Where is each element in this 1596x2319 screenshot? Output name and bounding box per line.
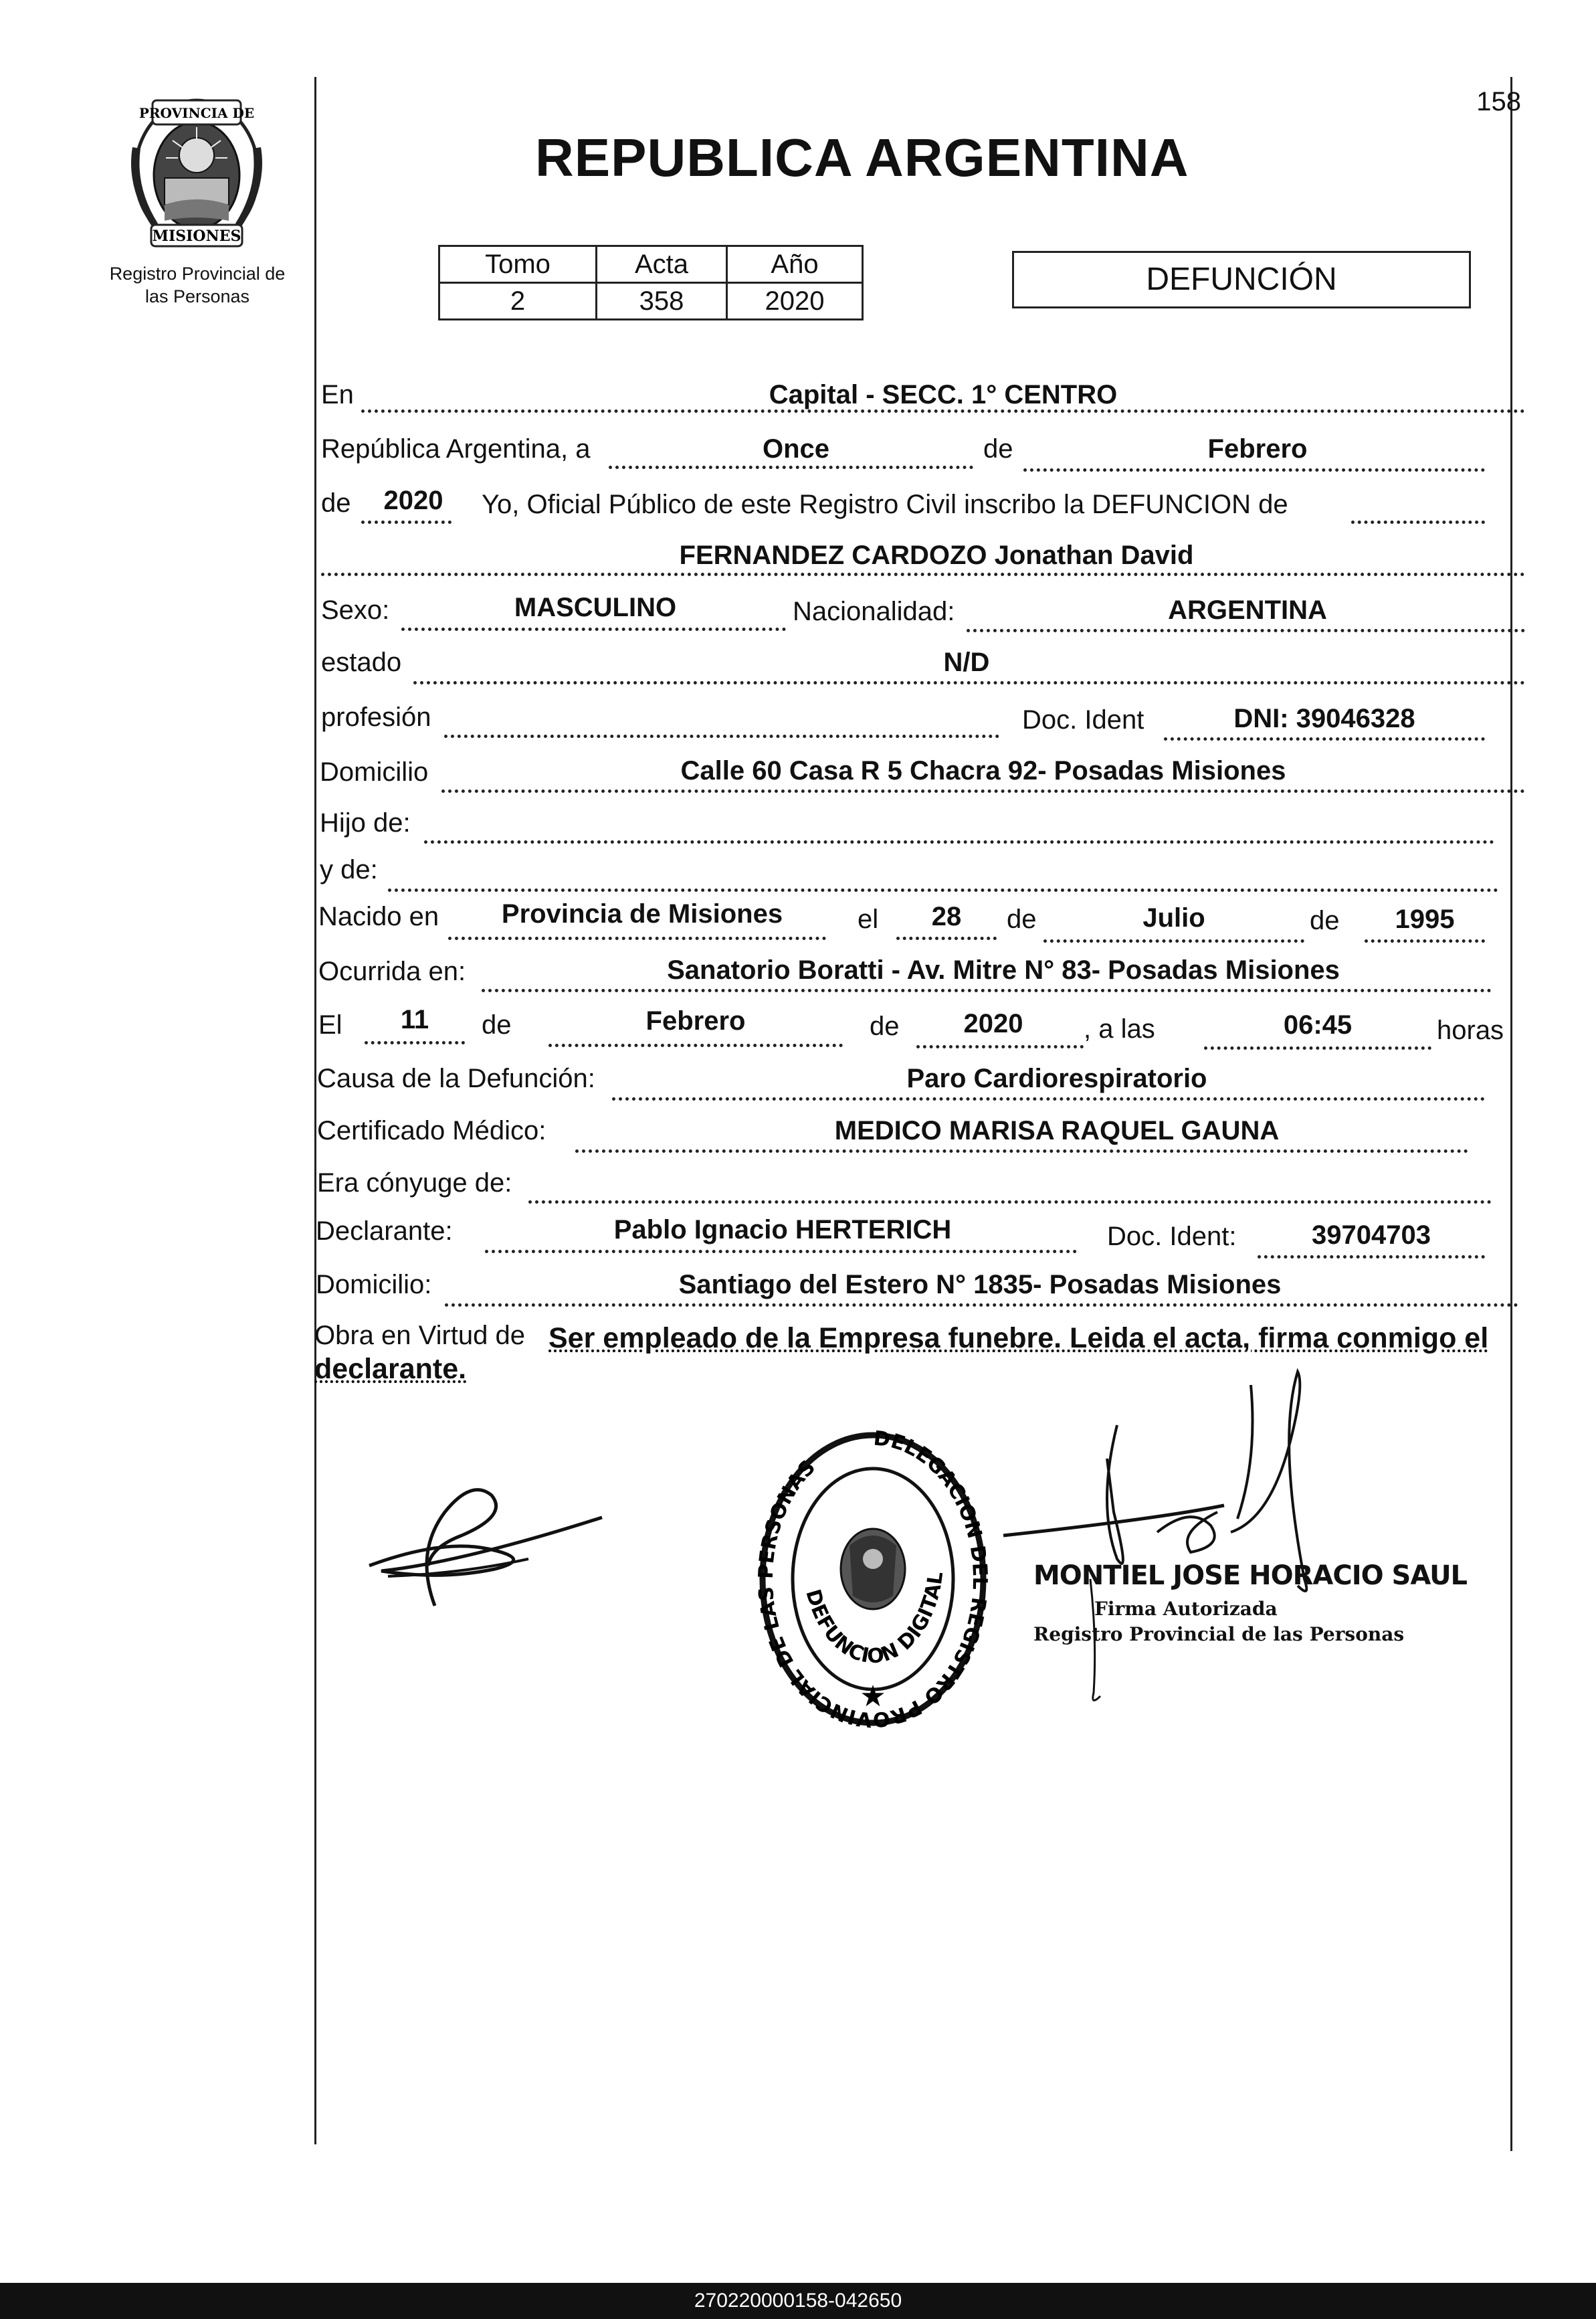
emblem-bottom-text: MISIONES	[152, 227, 241, 245]
domicilio-value: Calle 60 Casa R 5 Chacra 92- Posadas Misiones	[680, 756, 1286, 785]
hijo-label: Hijo de:	[320, 808, 411, 838]
domicilio-leader	[441, 790, 1525, 793]
year-value: 2020	[383, 486, 443, 515]
declarante-doc-value: 39704703	[1312, 1220, 1431, 1250]
doc-ident2-label: Doc. Ident:	[1107, 1222, 1237, 1251]
certificado-leader	[575, 1149, 1468, 1153]
registry-header-acta: Acta	[597, 246, 727, 283]
birth-month-value: Julio	[1142, 903, 1205, 933]
day-words-value: Once	[762, 434, 830, 464]
death-day-value: 11	[400, 1005, 429, 1034]
y-de-leader	[388, 889, 1498, 892]
obra-line-2-value: declarante.	[314, 1353, 467, 1385]
death-year-leader	[916, 1045, 1084, 1048]
profesion-label: profesión	[321, 703, 431, 732]
registry-header-row	[439, 246, 863, 283]
declarante-doc-leader	[1258, 1255, 1485, 1259]
signatory-office: Registro Provincial de las Personas	[1033, 1623, 1405, 1645]
day-leader	[609, 466, 973, 469]
registrar-signature	[990, 1358, 1365, 1720]
doc-ident-value: DNI: 39046328	[1233, 704, 1415, 733]
birth-year-value: 1995	[1395, 905, 1455, 934]
sexo-label: Sexo:	[321, 595, 390, 625]
domicilio2-label: Domicilio:	[316, 1270, 432, 1299]
horas-label: horas	[1437, 1016, 1504, 1045]
declarante-value: Pablo Ignacio HERTERICH	[613, 1215, 952, 1244]
registry-header-tomo: Tomo	[439, 246, 597, 283]
declarante-domicilio-value: Santiago del Estero N° 1835- Posadas Misiones	[678, 1270, 1282, 1299]
conyuge-label: Era cónyuge de:	[317, 1168, 512, 1198]
conyuge-leader	[528, 1200, 1492, 1204]
deceased-name-value: FERNANDEZ CARDOZO Jonathan David	[679, 541, 1194, 570]
republica-label: República Argentina, a	[321, 434, 591, 464]
death-month-value: Febrero	[645, 1006, 746, 1036]
registry-value-tomo: 2	[439, 283, 597, 320]
el-label: el	[858, 905, 879, 934]
star-icon: ★	[860, 1680, 886, 1713]
sexo-leader	[401, 628, 786, 631]
birth-month-leader	[1043, 939, 1304, 943]
issuer-line-2: las Personas	[144, 286, 250, 306]
declarante-label: Declarante:	[316, 1216, 453, 1246]
domicilio2-leader	[445, 1303, 1518, 1307]
signatory-name: MONTIEL JOSE HORACIO SAUL	[1033, 1560, 1468, 1591]
de-label-4: de	[1310, 906, 1340, 935]
de-label-3: de	[1007, 905, 1037, 934]
left-frame-line	[314, 77, 316, 2144]
El-label: El	[318, 1010, 342, 1040]
sexo-value: MASCULINO	[514, 593, 677, 622]
certificado-label: Certificado Médico:	[317, 1116, 546, 1145]
signatory-role: Firma Autorizada	[1094, 1598, 1278, 1620]
nacido-leader	[448, 937, 826, 940]
registry-value-anio: 2020	[727, 283, 863, 320]
nacionalidad-value: ARGENTINA	[1168, 595, 1327, 625]
declarant-signature	[361, 1465, 615, 1626]
certificado-value: MEDICO MARISA RAQUEL GAUNA	[834, 1116, 1280, 1145]
death-day-leader	[365, 1041, 465, 1044]
emblem-top-text: PROVINCIA DE	[138, 105, 255, 121]
profesion-leader	[444, 735, 999, 738]
province-emblem-icon	[126, 94, 268, 252]
death-time-leader	[1204, 1046, 1431, 1050]
registry-table	[438, 245, 864, 320]
de-label-2: de	[321, 488, 351, 518]
nacido-en-value: Provincia de Misiones	[501, 899, 783, 929]
birth-year-leader	[1365, 939, 1485, 943]
de-label-6: de	[870, 1012, 900, 1041]
estado-value: N/D	[943, 648, 990, 677]
estado-label: estado	[321, 648, 402, 677]
declarante-leader	[485, 1250, 1077, 1253]
stamp-ring-text: DELEGACION DEL REGISTRO PROVINCIAL DE LAS PERSONAS	[754, 1426, 992, 1732]
coat-of-arms-icon	[841, 1529, 905, 1609]
obra-label: Obra en Virtud de	[314, 1321, 526, 1350]
official-stamp	[749, 1425, 997, 1740]
domicilio-label: Domicilio	[320, 757, 429, 787]
ocurrida-en-value: Sanatorio Boratti - Av. Mitre N° 83- Posadas Misiones	[667, 955, 1340, 985]
death-month-leader	[548, 1044, 843, 1047]
stamp-inner-text: DEFUNCION DIGITAL	[801, 1570, 949, 1669]
causa-label: Causa de la Defunción:	[317, 1064, 595, 1093]
intro-leader	[1351, 521, 1485, 524]
right-frame-line	[1510, 77, 1512, 2151]
place-value: Capital - SECC. 1° CENTRO	[769, 380, 1118, 409]
act-type-box: DEFUNCIÓN	[1012, 251, 1471, 308]
ocurrida-leader	[482, 989, 1492, 992]
y-de-label: y de:	[320, 855, 378, 885]
footer-code: 270220000158-042650	[694, 2290, 902, 2312]
estado-leader	[413, 681, 1525, 684]
footer-code-bar	[0, 2283, 1596, 2319]
month-value: Febrero	[1207, 434, 1308, 464]
nacionalidad-label: Nacionalidad:	[793, 597, 955, 626]
ocurrida-label: Ocurrida en:	[318, 957, 466, 986]
issuer-line-1: Registro Provincial de	[109, 264, 286, 284]
name-leader	[321, 573, 1525, 576]
page-title: REPUBLICA ARGENTINA	[535, 128, 1189, 187]
registry-value-acta: 358	[597, 283, 727, 320]
nacido-label: Nacido en	[318, 902, 439, 931]
a-las-label: , a las	[1084, 1014, 1155, 1044]
causa-value: Paro Cardiorespiratorio	[906, 1064, 1207, 1093]
birth-day-leader	[896, 937, 997, 940]
de-label-5: de	[482, 1010, 512, 1040]
obra-line-1-value: Ser empleado de la Empresa funebre. Leida el acta, firma conmigo el	[548, 1322, 1489, 1354]
doc-ident-label: Doc. Ident	[1022, 705, 1144, 735]
causa-leader	[612, 1097, 1485, 1101]
intro-text: Yo, Oficial Público de este Registro Civil inscribo la DEFUNCION de	[482, 490, 1288, 519]
hijo-leader	[424, 840, 1494, 844]
month-leader	[1023, 468, 1485, 472]
death-year-value: 2020	[963, 1009, 1023, 1038]
doc-ident-leader	[1164, 737, 1485, 741]
de-label-1: de	[983, 434, 1013, 464]
issuer-caption	[80, 262, 314, 308]
death-time-value: 06:45	[1283, 1010, 1353, 1040]
nacionalidad-leader	[967, 629, 1525, 632]
birth-day-value: 28	[931, 902, 962, 931]
page-number: 158	[1476, 87, 1521, 116]
registry-header-anio: Año	[727, 246, 863, 283]
registry-value-row	[439, 283, 863, 320]
en-label: En	[321, 380, 354, 409]
year-leader	[361, 521, 452, 524]
